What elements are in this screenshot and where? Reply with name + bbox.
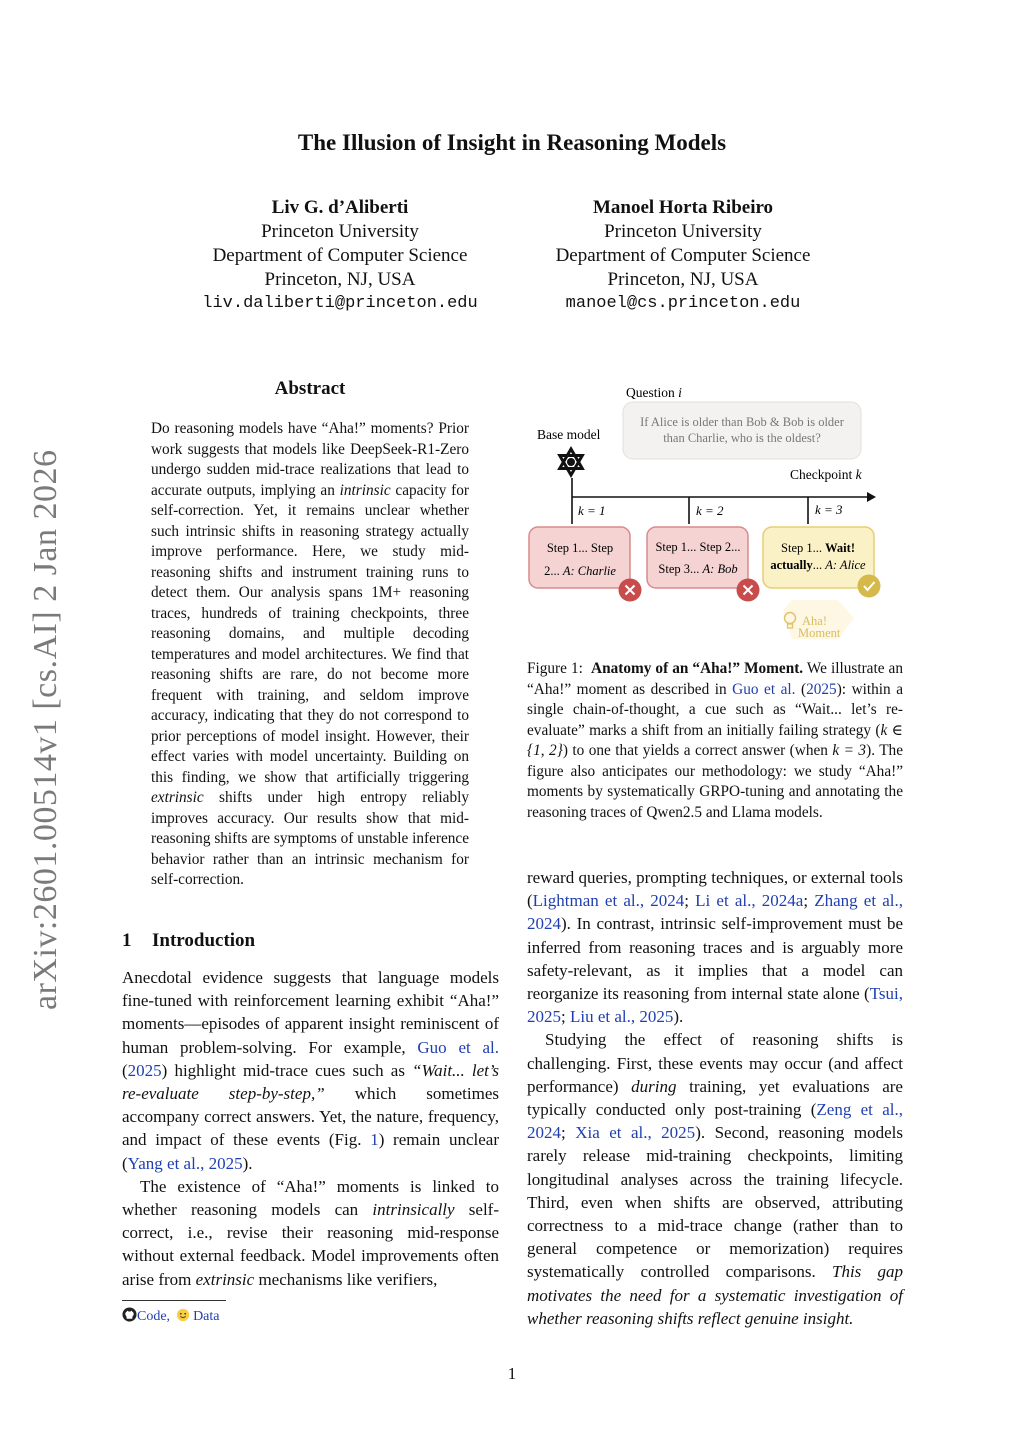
timeline-arrow-icon — [867, 492, 876, 502]
k-label: k = 2 — [696, 503, 724, 518]
citation-link[interactable]: Lightman et al., 2024 — [532, 891, 685, 911]
author-department: Department of Computer Science — [212, 245, 468, 266]
figure-caption: Figure 1: Anatomy of an “Aha!” Moment. We illustrate an “Aha!” moment as described in Guo et al. (2025): within a single chain-of-thought, a cue such as “Wait... let’s re-evaluate” marks a shift from an initially failing strategy (k ∈ {1, 2}) to one that yields a correct answer (when k = 3). The figure also anticipates our methodology: we study “Aha!” moments by systematically GRPO-tuning and annotating the reasoning traces of Qwen2.5 and Llama models. — [527, 660, 903, 821]
citation-link[interactable]: Yang et al., 2025 — [127, 1153, 243, 1173]
step-text: Step 1... Wait! — [781, 541, 855, 555]
step-text: Step 3... A: Bob — [658, 562, 738, 576]
wrong-badge-icon — [737, 579, 760, 602]
paragraph: reward queries, prompting techniques, or external tools (Lightman et al., 2024; Li et al., 2024a; Zhang et al., 2024). In contrast, intrinsic self-improvement must be inferred from reasoning traces and is arguably more safety-relevant, as it implies that a model can reorganize its reasoning from internal state alone (Tsui, 2025; Liu et al., 2025). — [527, 868, 903, 1027]
step-text: actually... A: Alice — [770, 558, 866, 572]
model-logo-icon — [560, 449, 583, 475]
huggingface-icon — [176, 1308, 190, 1322]
citation-link[interactable]: Li et al., 2024a — [695, 891, 804, 911]
question-text: If Alice is older than Bob & Bob is older — [640, 415, 844, 429]
base-model-label: Base model — [537, 427, 601, 442]
math-expression: k = 3 — [832, 742, 867, 759]
arxiv-identifier: arXiv:2601.00514v1 [cs.AI] 2 Jan 2026 — [27, 449, 64, 1010]
question-label: Question i — [626, 385, 682, 400]
section-heading — [122, 930, 255, 952]
data-link[interactable]: Data — [193, 1309, 220, 1324]
citation-link[interactable]: Zhang et al., 2024 — [527, 891, 903, 934]
citation-link[interactable]: Liu et al., 2025 — [569, 1007, 674, 1027]
paragraph: Anecdotal evidence suggests that language models fine-tuned with reinforcement learning exhibit “Aha!” moments—episodes of apparent insight reminiscent of human problem-solving. For example, Guo et al. (2025) highlight mid-trace cues such as “Wait... let’s re-evaluate step-by-step,” which sometimes accompany correct answers. Yet, the nature, frequency, and impact of these events (Fig. 1) remain unclear (Yang et al., 2025). — [122, 968, 499, 1173]
intro-left-column — [122, 966, 499, 1291]
abstract-text: shifts under high entropy reliably improves accuracy. Our results show that mid-reasoning shifts are symptoms of unstable inference behavior rather than an intrinsic mechanism for self-correction. — [151, 789, 469, 888]
author-location: Princeton, NJ, USA — [264, 269, 416, 290]
author-email[interactable]: manoel@cs.princeton.edu — [565, 294, 801, 313]
abstract-heading: Abstract — [274, 378, 346, 399]
author-location: Princeton, NJ, USA — [607, 269, 759, 290]
intro-right-column — [527, 866, 903, 1330]
step-text: Step 1... Step — [546, 541, 614, 555]
section-number: 1 — [122, 930, 132, 951]
author-affiliation: Princeton University — [604, 221, 762, 242]
paragraph: Studying the effect of reasoning shifts is challenging. First, these events may occur (and affect performance) during training, yet evaluations are typically conducted only post-training (Zeng et al., 2024; Xia et al., 2025). Second, reasoning models rarely release mid-training checkpoints, limiting longitudinal analyses across the training lifecycle. Third, even when shifts are observed, attributing correctness to a mid-trace change (rather than to general competence or memorization) requires systematically controlled comparisons. This gap motivates the need for a systematic investigation of whether reasoning shifts reflect genuine insight. — [527, 1030, 904, 1328]
citation-link[interactable]: Guo et al. — [732, 680, 796, 698]
aha-moment-badge — [783, 600, 854, 640]
caption-title: Anatomy of an “Aha!” Moment. — [591, 660, 804, 677]
paper-title: The Illusion of Insight in Reasoning Models — [297, 130, 727, 155]
page-number: 1 — [507, 1364, 517, 1383]
code-link[interactable]: Code, — [137, 1309, 171, 1324]
k-label: k = 3 — [815, 502, 843, 517]
figure-ref-link[interactable]: 1 — [370, 1130, 379, 1150]
step-text: Step 1... Step 2... — [655, 540, 741, 554]
footnote-rule — [122, 1300, 226, 1301]
abstract-body — [151, 419, 469, 891]
aha-text: Aha! — [802, 614, 827, 628]
author-affiliation: Princeton University — [261, 221, 419, 242]
aha-text: Moment — [798, 626, 841, 640]
paragraph: The existence of “Aha!” moments is linked to whether reasoning models can intrinsically self-correct, i.e., revise their reasoning mid-response without external feedback. Model improvements often arise from extrinsic mechanisms like verifiers, — [122, 1176, 499, 1289]
footnote — [122, 1307, 220, 1325]
citation-link[interactable]: Zeng et al., 2024 — [527, 1100, 903, 1143]
citation-link[interactable]: Tsui, 2025 — [527, 984, 903, 1027]
author-name: Liv G. d’Aliberti — [271, 197, 409, 218]
section-title: Introduction — [152, 930, 256, 951]
author-block-1 — [170, 196, 510, 316]
k-label: k = 1 — [578, 503, 606, 518]
author-department: Department of Computer Science — [555, 245, 811, 266]
step-text: 2... A: Charlie — [544, 564, 616, 578]
author-name: Manoel Horta Ribeiro — [592, 197, 774, 218]
github-icon — [122, 1307, 137, 1322]
checkpoint-label: Checkpoint k — [790, 467, 862, 482]
abstract-text: Do reasoning models have “Aha!” moments? Prior work suggests that models like DeepSeek-R1-Zero undergo sudden mid-trace realizations that lead to accurate outputs, implying an — [151, 420, 469, 499]
citation-link[interactable]: 2025 — [127, 1060, 162, 1080]
question-text: than Charlie, who is the oldest? — [663, 431, 821, 445]
figure-aha-moment — [520, 378, 910, 650]
author-email[interactable]: liv.daliberti@princeton.edu — [202, 294, 478, 313]
citation-link[interactable]: Xia et al., 2025 — [575, 1123, 696, 1143]
abstract-text: capacity for self-correction. Yet, it remains unclear whether such intrinsic shifts in reasoning strategy actually improve performance. Here, we study mid-reasoning shifts and instrument training runs to detect them. Our analysis spans 1M+ reasoning traces, hundreds of training checkpoints, three reasoning domains, and multiple decoding temperatures and model architectures. We find that reasoning shifts are rare, do not become more frequent with training, and seldom improve accuracy, indicating that they do not correspond to prior perceptions of model insight. However, their effect varies with model uncertainty. Building on this finding, we show that artificially triggering — [151, 481, 469, 786]
correct-badge-icon — [858, 575, 881, 598]
author-block-2 — [513, 196, 853, 316]
wrong-badge-icon — [619, 579, 642, 602]
caption-label: Figure 1: — [527, 660, 583, 677]
math-expression: k ∈ {1, 2} — [527, 721, 903, 759]
step-box-wrong — [647, 527, 748, 588]
abstract-emphasis: extrinsic — [151, 789, 204, 806]
step-box-wrong — [529, 527, 630, 588]
citation-link[interactable]: Guo et al. — [417, 1037, 499, 1057]
abstract-emphasis: intrinsic — [339, 481, 391, 499]
citation-link[interactable]: 2025 — [806, 680, 837, 698]
